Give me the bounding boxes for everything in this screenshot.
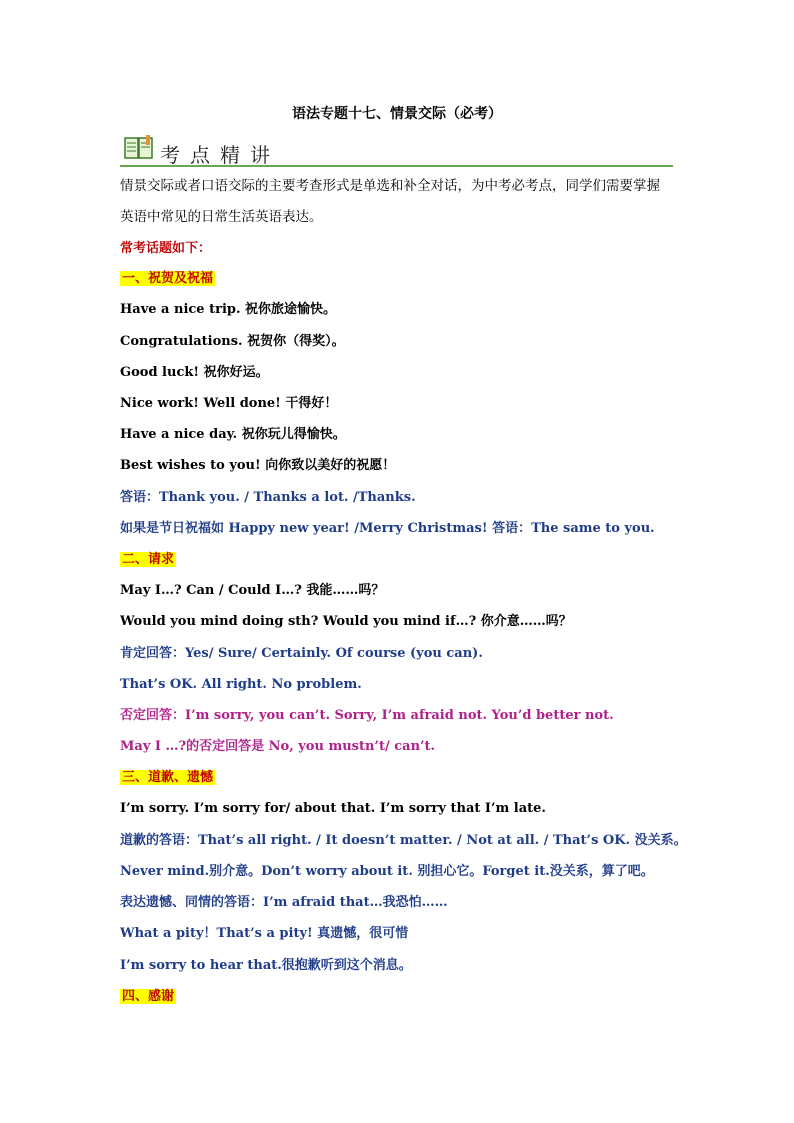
section-header — [120, 133, 673, 167]
negative-reply-line: May I …?的否定回答是 No, you mustn’t/ can’t. — [120, 739, 436, 754]
open-book-icon — [124, 135, 154, 165]
page-title: 语法专题十七、情景交际（必考） — [292, 106, 502, 122]
section-label: 考点精讲 — [160, 143, 280, 167]
section-heading-2: 二、请求 — [122, 552, 175, 567]
phrase-line: May I…? Can / Could I…? 我能……吗？ — [120, 583, 385, 598]
section-heading-4: 四、感谢 — [122, 989, 175, 1004]
intro-line-2: 英语中常见的日常生活英语表达。 — [120, 209, 323, 225]
reply-line: 表达遗憾、同情的答语：I’m afraid that…我恐怕…… — [120, 895, 448, 910]
phrase-line: Have a nice day. 祝你玩儿得愉快。 — [120, 427, 346, 442]
section-heading-1: 一、祝贺及祝福 — [122, 271, 214, 286]
phrase-line: Best wishes to you! 向你致以美好的祝愿！ — [120, 458, 396, 473]
negative-reply-line: 否定回答：I’m sorry, you can’t. Sorry, I’m afraid not. You’d better not. — [120, 708, 614, 723]
phrase-line: I’m sorry. I’m sorry for/ about that. I’m sorry that I’m late. — [120, 801, 546, 816]
reply-line: 如果是节日祝福如 Happy new year! /Merry Christmas! 答语：The same to you. — [120, 521, 655, 536]
phrase-line: Congratulations. 祝贺你（得奖）。 — [120, 334, 345, 349]
common-topics-label: 常考话题如下： — [120, 241, 212, 256]
reply-line: Never mind.别介意。Don’t worry about it. 别担心它。Forget it.没关系，算了吧。 — [120, 864, 654, 879]
section-heading-3: 三、道歉、遗憾 — [122, 770, 214, 785]
reply-line: 道歉的答语：That’s all right. / It doesn’t matter. / Not at all. / That’s OK. 没关系。 — [120, 833, 687, 848]
phrase-line: Good luck! 祝你好运。 — [120, 365, 269, 380]
phrase-line: Nice work! Well done! 干得好！ — [120, 396, 338, 411]
reply-line: What a pity！That’s a pity! 真遗憾，很可惜 — [120, 926, 409, 941]
reply-line: 答语：Thank you. / Thanks a lot. /Thanks. — [120, 490, 416, 505]
reply-line: I’m sorry to hear that.很抱歉听到这个消息。 — [120, 958, 412, 973]
intro-line-1: 情景交际或者口语交际的主要考查形式是单选和补全对话，为中考必考点，同学们需要掌握 — [120, 178, 660, 194]
reply-line: 肯定回答：Yes/ Sure/ Certainly. Of course (you can). — [120, 646, 483, 661]
phrase-line: Would you mind doing sth? Would you mind if…? 你介意……吗？ — [120, 614, 572, 629]
reply-line: That’s OK. All right. No problem. — [120, 677, 362, 692]
phrase-line: Have a nice trip. 祝你旅途愉快。 — [120, 302, 337, 317]
